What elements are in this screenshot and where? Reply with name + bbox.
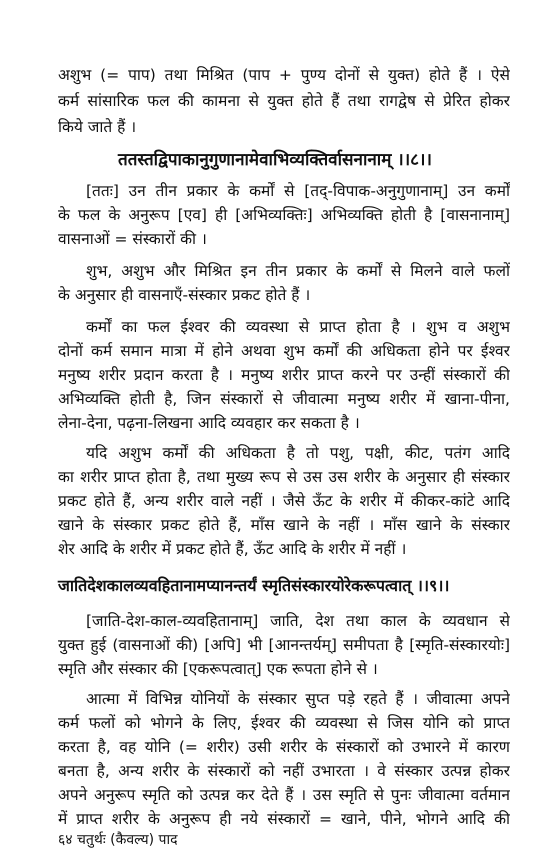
text-line: यदि अशुभ कर्मों की अधिकता है तो पशु, पक्षी, कीट, पतंग आदि	[86, 444, 510, 462]
text-line: लेना-देना, पढ़ना-लिखना आदि व्यवहार कर सकता है ।	[58, 414, 360, 432]
text-line: शुभ, अशुभ और मिश्रित इन तीन प्रकार के कर्मों से मिलने वाले फलों	[86, 262, 510, 280]
text-line: आत्मा में विभिन्न योनियों के संस्कार सुप्त पड़े रहते हैं । जीवात्मा अपने	[86, 690, 510, 708]
text-line: के फल के अनुरूप [एव] ही [अभिव्यक्तिः] अभिव्यक्ति होती है [वासनानाम्]	[58, 206, 510, 224]
text-line: अपने अनुरूप स्मृति को उत्पन्न कर देते हैं । उस स्मृति से पुनः जीवात्मा वर्तमान	[58, 786, 510, 804]
text-line: प्रकट होते हैं, अन्य शरीर वाले नहीं । जैसे ऊँट के शरीर में कीकर-कांटे आदि	[58, 492, 510, 510]
text-line: कर्मों का फल ईश्वर की व्यवस्था से प्राप्त होता है । शुभ व अशुभ	[86, 318, 510, 336]
text-line: वासनाओं = संस्कारों की ।	[58, 230, 207, 248]
text-line: किये जाते हैं ।	[58, 118, 137, 136]
page-footer: ६४ चतुर्थः (कैवल्य) पाद	[58, 832, 178, 848]
text-line: स्मृति और संस्कार की [एकरूपत्वात्] एक रूपता होने से ।	[58, 660, 378, 678]
text-line: कर्म फलों को भोगने के लिए, ईश्वर की व्यवस्था से जिस योनि को प्राप्त	[58, 714, 510, 732]
text-line: अशुभ (= पाप) तथा मिश्रित (पाप + पुण्य दोनों से युक्त) होते हैं । ऐसे	[58, 66, 510, 84]
text-line: का शरीर प्राप्त होता है, तथा मुख्य रूप से उस उस शरीर के अनुसार ही संस्कार	[58, 468, 510, 486]
text-line: अभिव्यक्ति होती है, जिन संस्कारों से जीवात्मा मनुष्य शरीर में खाना-पीना,	[58, 390, 510, 408]
text-line: में प्राप्त शरीर के अनुरूप ही नये संस्कारों = खाने, पीने, भोगने आदि की	[58, 810, 510, 828]
text-line: मनुष्य शरीर प्रदान करता है । मनुष्य शरीर प्राप्त करने पर उन्हीं संस्कारों की	[58, 366, 510, 384]
sutra-8-heading: ततस्तद्विपाकानुगुणानामेवाभिव्यक्तिर्वासनानाम् ।।८।।	[118, 150, 432, 170]
text-line: युक्त हुई (वासनाओं की) [अपि] भी [आनन्तर्यम्] समीपता है [स्मृति-संस्कारयोः]	[58, 636, 510, 654]
sutra-9-heading: जातिदेशकालव्यवहितानामप्यानन्तर्यं स्मृतिसंस्कारयोरेकरूपत्वात् ।।९।।	[58, 576, 450, 595]
text-line: शेर आदि के शरीर में प्रकट होते हैं, ऊँट आदि के शरीर में नहीं ।	[58, 540, 407, 558]
text-line: करता है, वह योनि (= शरीर) उसी शरीर के संस्कारों को उभारने में कारण	[58, 738, 510, 756]
text-line: बनता है, अन्य शरीर के संस्कारों को नहीं उभारता । वे संस्कार उत्पन्न होकर	[58, 762, 510, 780]
text-line: दोनों कर्म समान मात्रा में होने अथवा शुभ कर्मों की अधिकता होने पर ईश्वर	[58, 342, 510, 360]
text-line: [जाति-देश-काल-व्यवहितानाम्] जाति, देश तथा काल के व्यवधान से	[86, 612, 510, 630]
text-line: कर्म सांसारिक फल की कामना से युक्त होते हैं तथा रागद्वेष से प्रेरित होकर	[58, 92, 510, 110]
text-line: खाने के संस्कार प्रकट होते हैं, माँस खाने के नहीं । माँस खाने के संस्कार	[58, 516, 510, 534]
text-line: के अनुसार ही वासनाएँ-संस्कार प्रकट होते हैं ।	[58, 286, 311, 304]
text-line: [ततः] उन तीन प्रकार के कर्मों से [तद्-विपाक-अनुगुणानाम्] उन कर्मों	[86, 182, 510, 200]
